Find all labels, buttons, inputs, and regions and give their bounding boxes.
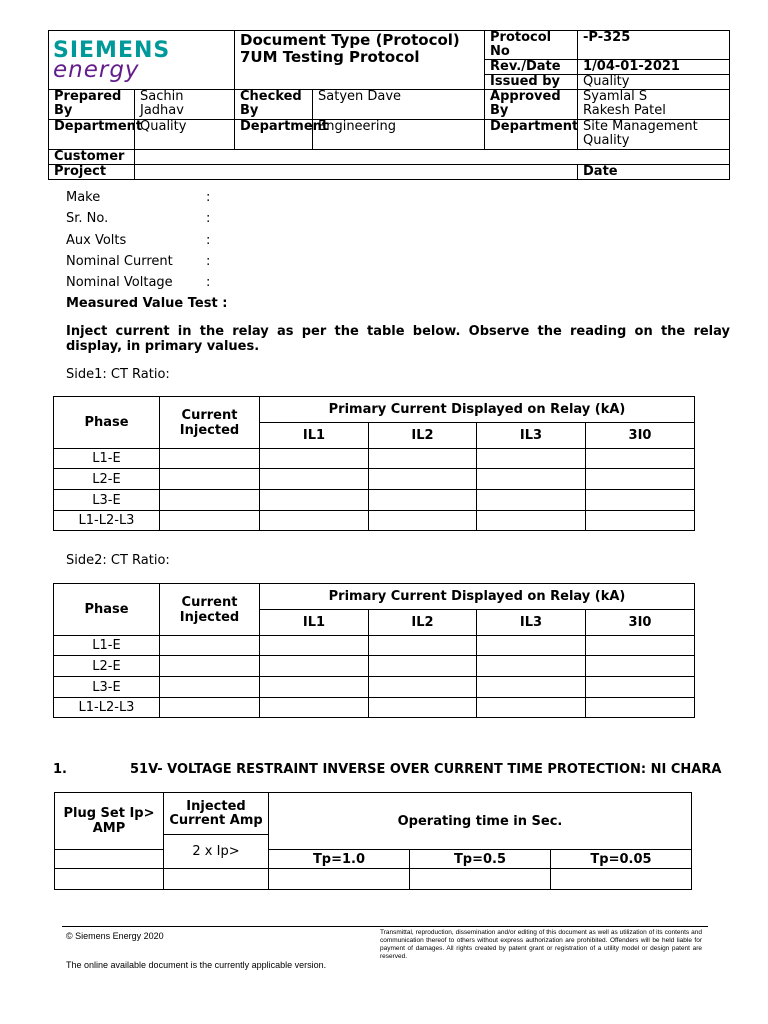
cell[interactable]	[260, 449, 369, 469]
col-il2: IL2	[369, 610, 477, 636]
instruction-text: Inject current in the relay as per the table below. Observe the reading on the relay display, in primary values.	[66, 324, 730, 354]
table-row	[54, 449, 695, 469]
rev-date-value: 1/04-01-2021	[578, 60, 730, 75]
table-row	[54, 511, 695, 531]
siemens-energy-logo	[49, 31, 235, 90]
cell[interactable]	[369, 469, 477, 490]
cell[interactable]	[477, 469, 586, 490]
department-prepared: Quality	[135, 120, 235, 150]
row-phase: L1-L2-L3	[54, 511, 160, 531]
cell[interactable]	[160, 677, 260, 698]
col-tp-05: Tp=0.5	[410, 850, 551, 869]
department-approved	[578, 120, 730, 150]
cell[interactable]	[586, 469, 695, 490]
field-label: Nominal Voltage	[66, 275, 173, 290]
department-checked: Engineering	[313, 120, 485, 150]
cell[interactable]	[477, 698, 586, 718]
cell[interactable]	[160, 636, 260, 656]
measured-value-title: Measured Value Test :	[66, 296, 228, 311]
row-phase: L2-E	[54, 469, 160, 490]
department-approved-line2: Quality	[583, 133, 630, 148]
cell[interactable]	[260, 656, 369, 677]
document-title: 7UM Testing Protocol	[240, 48, 420, 66]
department-approved-line1: Site Management	[583, 119, 698, 134]
current-injected-header: Current Injected	[160, 584, 260, 636]
checked-by-label: Checked By	[235, 90, 313, 120]
cell[interactable]	[551, 869, 692, 890]
cell[interactable]	[477, 636, 586, 656]
cell[interactable]	[55, 869, 164, 890]
date-label: Date	[578, 165, 730, 180]
col-tp-1: Tp=1.0	[269, 850, 410, 869]
table-row	[54, 469, 695, 490]
side2-measure-table	[53, 583, 695, 718]
cell[interactable]	[160, 511, 260, 531]
field-make	[66, 190, 210, 205]
cell[interactable]	[586, 677, 695, 698]
cell[interactable]	[586, 511, 695, 531]
phase-header: Phase	[54, 584, 160, 636]
plug-set-blank[interactable]	[55, 850, 164, 869]
rev-date-label: Rev./Date	[485, 60, 578, 75]
cell[interactable]	[160, 469, 260, 490]
field-label: Make	[66, 190, 101, 205]
project-label: Project	[49, 165, 135, 180]
field-aux-volts	[66, 233, 210, 248]
current-injected-header: Current Injected	[160, 397, 260, 449]
cell[interactable]	[477, 490, 586, 511]
approver-1: Syamlal S	[583, 89, 648, 104]
approver-2: Rakesh Patel	[583, 103, 666, 118]
cell[interactable]	[260, 490, 369, 511]
cell[interactable]	[160, 490, 260, 511]
cell[interactable]	[369, 656, 477, 677]
row-phase: L2-E	[54, 656, 160, 677]
col-tp-005: Tp=0.05	[551, 850, 692, 869]
customer-label: Customer	[49, 150, 135, 165]
cell[interactable]	[586, 656, 695, 677]
footer-divider	[62, 926, 708, 927]
cell[interactable]	[369, 511, 477, 531]
row-phase: L1-E	[54, 636, 160, 656]
approved-by-value	[578, 90, 730, 120]
multiple-value: 2 x Ip>	[164, 835, 269, 869]
field-separator: :	[206, 275, 211, 290]
cell[interactable]	[160, 449, 260, 469]
cell[interactable]	[369, 677, 477, 698]
table-row	[54, 698, 695, 718]
cell[interactable]	[369, 698, 477, 718]
field-label: Sr. No.	[66, 211, 109, 226]
cell[interactable]	[160, 656, 260, 677]
cell[interactable]	[164, 869, 269, 890]
cell[interactable]	[260, 511, 369, 531]
col-il1: IL1	[260, 610, 369, 636]
section-number: 1.	[53, 762, 67, 777]
table-row	[54, 636, 695, 656]
primary-current-header: Primary Current Displayed on Relay (kA)	[260, 584, 695, 610]
side1-measure-table	[53, 396, 695, 531]
row-phase: L3-E	[54, 677, 160, 698]
cell[interactable]	[586, 490, 695, 511]
col-il3: IL3	[477, 610, 586, 636]
table-row	[55, 869, 692, 890]
col-3i0: 3I0	[586, 610, 695, 636]
footer-online-note: The online available document is the currently applicable version.	[66, 960, 327, 970]
side2-ct-ratio: Side2: CT Ratio:	[66, 553, 170, 568]
row-phase: L1-E	[54, 449, 160, 469]
field-separator: :	[206, 190, 211, 205]
col-3i0: 3I0	[586, 423, 695, 449]
cell[interactable]	[477, 449, 586, 469]
section-1-heading	[53, 762, 721, 777]
protocol-no-label: Protocol No	[485, 31, 578, 60]
cell[interactable]	[410, 869, 551, 890]
section-title: 51V- VOLTAGE RESTRAINT INVERSE OVER CURRENT TIME PROTECTION: NI CHARA	[130, 762, 722, 777]
customer-value[interactable]	[135, 150, 730, 165]
document-header-table	[48, 30, 730, 180]
issued-by-label: Issued by	[485, 75, 578, 90]
cell[interactable]	[260, 698, 369, 718]
protocol-no-value: -P-325	[578, 31, 730, 60]
approved-by-label: Approved By	[485, 90, 578, 120]
field-label: Nominal Current	[66, 254, 173, 269]
operating-time-header: Operating time in Sec.	[269, 793, 692, 850]
cell[interactable]	[477, 656, 586, 677]
table-row	[54, 656, 695, 677]
field-separator: :	[206, 211, 211, 226]
cell[interactable]	[260, 677, 369, 698]
logo-siemens: SIEMENS	[53, 38, 171, 63]
prepared-by-label: Prepared By	[49, 90, 135, 120]
document-type: Document Type (Protocol)	[240, 31, 460, 49]
field-nominal-voltage	[66, 275, 210, 290]
cell[interactable]	[260, 636, 369, 656]
col-il3: IL3	[477, 423, 586, 449]
col-il1: IL1	[260, 423, 369, 449]
cell[interactable]	[160, 698, 260, 718]
footer-legal-notice: Transmittal, reproduction, dissemination and/or editing of this document as well as utilization of its contents and communication thereof to others without express authorization are prohibited. Offenders will be held liable for payment of damages. All rights created by patent grant or registration of a utility model or design patent are reserved.	[380, 929, 702, 960]
field-label: Aux Volts	[66, 233, 127, 248]
cell[interactable]	[369, 490, 477, 511]
row-phase: L3-E	[54, 490, 160, 511]
checked-by-value: Satyen Dave	[313, 90, 485, 120]
operating-time-table	[54, 792, 692, 890]
table-row	[54, 490, 695, 511]
cell[interactable]	[586, 698, 695, 718]
cell[interactable]	[369, 636, 477, 656]
injected-current-header: Injected Current Amp	[164, 793, 269, 835]
cell[interactable]	[586, 449, 695, 469]
field-separator: :	[206, 254, 211, 269]
document-title-cell	[235, 31, 485, 90]
table-row	[54, 677, 695, 698]
cell[interactable]	[369, 449, 477, 469]
field-separator: :	[206, 233, 211, 248]
department-label-2: Department	[235, 120, 313, 150]
field-sr-no	[66, 211, 210, 226]
department-label-3: Department	[485, 120, 578, 150]
cell[interactable]	[477, 677, 586, 698]
cell[interactable]	[586, 636, 695, 656]
row-phase: L1-L2-L3	[54, 698, 160, 718]
project-value[interactable]	[135, 165, 578, 180]
prepared-by-value: Sachin Jadhav	[135, 90, 235, 120]
logo-energy: energy	[53, 57, 140, 83]
plug-set-header: Plug Set Ip> AMP	[55, 793, 164, 850]
issued-by-value: Quality	[578, 75, 730, 90]
field-nominal-current	[66, 254, 210, 269]
col-il2: IL2	[369, 423, 477, 449]
phase-header: Phase	[54, 397, 160, 449]
footer-copyright: © Siemens Energy 2020	[66, 931, 164, 941]
primary-current-header: Primary Current Displayed on Relay (kA)	[260, 397, 695, 423]
cell[interactable]	[260, 469, 369, 490]
side1-ct-ratio: Side1: CT Ratio:	[66, 367, 170, 382]
cell[interactable]	[269, 869, 410, 890]
department-label-1: Department	[49, 120, 135, 150]
cell[interactable]	[477, 511, 586, 531]
